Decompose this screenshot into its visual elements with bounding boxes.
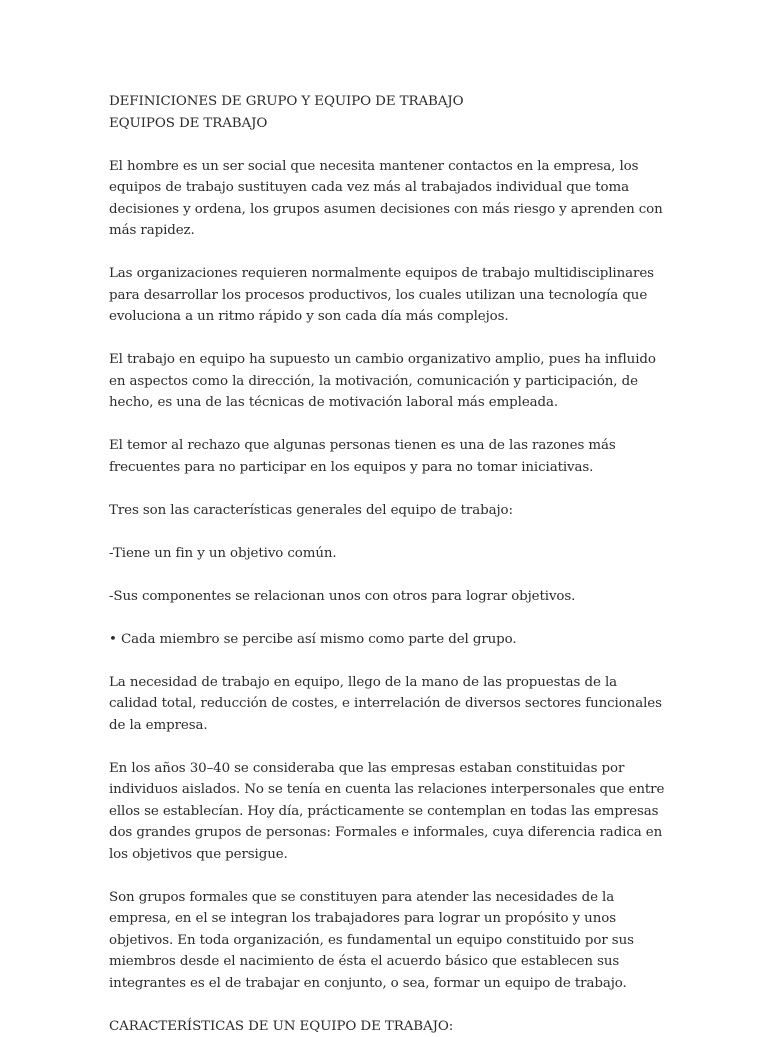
paragraph: El temor al rechazo que algunas personas tienen es una de las razones más frecuentes para no participar en los equipos y para no tomar iniciativas. — [109, 435, 669, 478]
paragraph: La necesidad de trabajo en equipo, llego de la mano de las propuestas de la calidad total, reducción de costes, e interrelación de diversos sectores funcionales de la empresa. — [109, 672, 669, 737]
paragraph: El trabajo en equipo ha supuesto un cambio organizativo amplio, pues ha influido en aspectos como la dirección, la motivación, comunicación y participación, de hecho, es una de las técnicas de motivación laboral más empleada. — [109, 349, 669, 414]
section-heading: CARACTERÍSTICAS DE UN EQUIPO DE TRABAJO: — [109, 1016, 669, 1037]
paragraph: Son grupos formales que se constituyen para atender las necesidades de la empresa, en el se integran los trabajadores para lograr un propósito y unos objetivos. En toda organización, es fundamental un equipo constituido por sus miembros desde el nacimiento de ésta el acuerdo básico que establecen sus integrantes es el de trabajar en conjunto, o sea, formar un equipo de trabajo. — [109, 887, 669, 995]
document-page — [109, 91, 669, 1037]
paragraph: En los años 30–40 se consideraba que las empresas estaban constituidas por individuos aislados. No se tenía en cuenta las relaciones interpersonales que entre ellos se establecían. Hoy día, prácticamente se contemplan en todas las empresas dos grandes grupos de personas: Formales e informales, cuya diferencia radica en los objetivos que persigue. — [109, 758, 669, 866]
paragraph: Las organizaciones requieren normalmente equipos de trabajo multidisciplinares para desarrollar los procesos productivos, los cuales utilizan una tecnología que evoluciona a un ritmo rápido y son cada día más complejos. — [109, 263, 669, 328]
list-item: • Cada miembro se percibe así mismo como parte del grupo. — [109, 629, 669, 651]
list-item: -Tiene un fin y un objetivo común. — [109, 543, 669, 565]
paragraph: El hombre es un ser social que necesita mantener contactos en la empresa, los equipos de trabajo sustituyen cada vez más al trabajados individual que toma decisiones y ordena, los grupos asumen decisiones con más riesgo y aprenden con más rapidez. — [109, 156, 669, 242]
document-title-block — [109, 91, 669, 134]
document-subtitle: EQUIPOS DE TRABAJO — [109, 113, 669, 135]
paragraph: Tres son las características generales del equipo de trabajo: — [109, 500, 669, 522]
document-title: DEFINICIONES DE GRUPO Y EQUIPO DE TRABAJO — [109, 91, 669, 113]
list-item: -Sus componentes se relacionan unos con otros para lograr objetivos. — [109, 586, 669, 608]
